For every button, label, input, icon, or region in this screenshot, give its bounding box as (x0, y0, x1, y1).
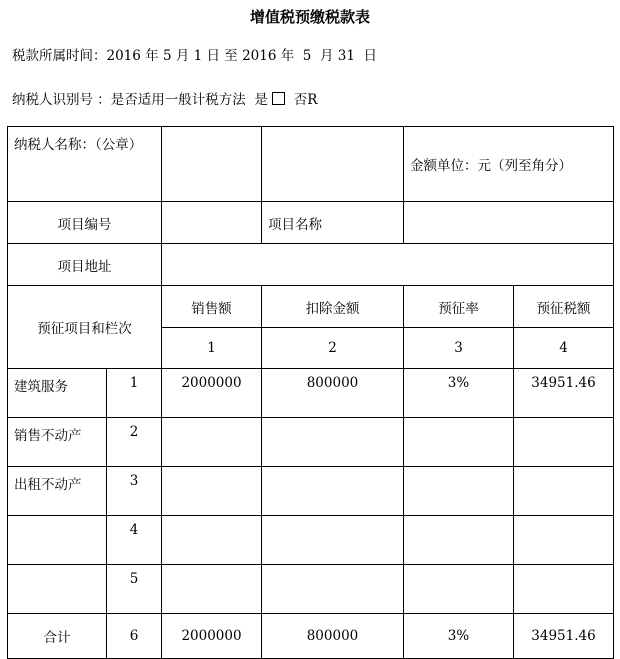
column-number: 3 (404, 328, 514, 369)
total-rate[interactable]: 3% (404, 614, 514, 659)
tax-form-table (7, 126, 614, 659)
row-rate[interactable] (404, 418, 514, 467)
taxpayer-name-label: 纳税人名称：（公章） (8, 127, 162, 202)
column-number: 1 (162, 328, 262, 369)
tax-header: 预征税额 (514, 286, 614, 328)
taxpayer-name-value[interactable] (162, 127, 262, 202)
taxpayer-id-line (12, 88, 317, 108)
rate-header: 预征率 (404, 286, 514, 328)
row-tax[interactable] (514, 516, 614, 565)
project-address-label: 项目地址 (8, 244, 162, 286)
table-row (8, 369, 614, 418)
total-row (8, 614, 614, 659)
total-tax[interactable]: 34951.46 (514, 614, 614, 659)
project-address-value[interactable] (162, 244, 614, 286)
row-name (8, 565, 107, 614)
project-no-label: 项目编号 (8, 202, 162, 244)
row-deduction[interactable] (262, 418, 404, 467)
row-line: 3 (107, 467, 162, 516)
total-deduction[interactable]: 800000 (262, 614, 404, 659)
table-row (8, 565, 614, 614)
project-name-value[interactable] (404, 202, 614, 244)
row-sales[interactable]: 2000000 (162, 369, 262, 418)
row-tax[interactable] (514, 467, 614, 516)
total-name: 合计 (8, 614, 107, 659)
checkbox-yes[interactable] (272, 92, 285, 105)
deduction-header: 扣除金额 (262, 286, 404, 328)
row-rate[interactable]: 3% (404, 369, 514, 418)
row-name (8, 516, 107, 565)
table-row (8, 418, 614, 467)
table-row (8, 516, 614, 565)
row-name: 建筑服务 (8, 369, 107, 418)
row-deduction[interactable] (262, 565, 404, 614)
row-tax[interactable] (514, 565, 614, 614)
row-rate[interactable] (404, 467, 514, 516)
table-row (8, 467, 614, 516)
row-line: 1 (107, 369, 162, 418)
row-sales[interactable] (162, 467, 262, 516)
row-sales[interactable] (162, 516, 262, 565)
form-title: 增值税预缴税款表 (249, 8, 370, 26)
row-name: 销售不动产 (8, 418, 107, 467)
tax-period-line: 税款所属时间：2016 年 5 月 1 日 至 2016 年 5 月 31 日 (12, 48, 378, 64)
amount-unit: 金额单位：元（列至角分） (404, 127, 614, 202)
row-line: 5 (107, 565, 162, 614)
row-name: 出租不动产 (8, 467, 107, 516)
project-name-label: 项目名称 (262, 202, 404, 244)
column-number: 4 (514, 328, 614, 369)
row-deduction[interactable]: 800000 (262, 369, 404, 418)
row-sales[interactable] (162, 565, 262, 614)
project-no-value[interactable] (162, 202, 262, 244)
taxpayer-id-text: 纳税人识别号 ：是否适用一般计税方法 是 (12, 92, 268, 108)
column-number: 2 (262, 328, 404, 369)
blank-cell (262, 127, 404, 202)
sales-header: 销售额 (162, 286, 262, 328)
row-sales[interactable] (162, 418, 262, 467)
total-sales[interactable]: 2000000 (162, 614, 262, 659)
row-deduction[interactable] (262, 516, 404, 565)
category-header: 预征项目和栏次 (8, 286, 162, 369)
no-option-text: 否R (293, 92, 318, 108)
row-rate[interactable] (404, 516, 514, 565)
row-rate[interactable] (404, 565, 514, 614)
total-line: 6 (107, 614, 162, 659)
row-tax[interactable]: 34951.46 (514, 369, 614, 418)
row-line: 2 (107, 418, 162, 467)
row-line: 4 (107, 516, 162, 565)
row-deduction[interactable] (262, 467, 404, 516)
row-tax[interactable] (514, 418, 614, 467)
